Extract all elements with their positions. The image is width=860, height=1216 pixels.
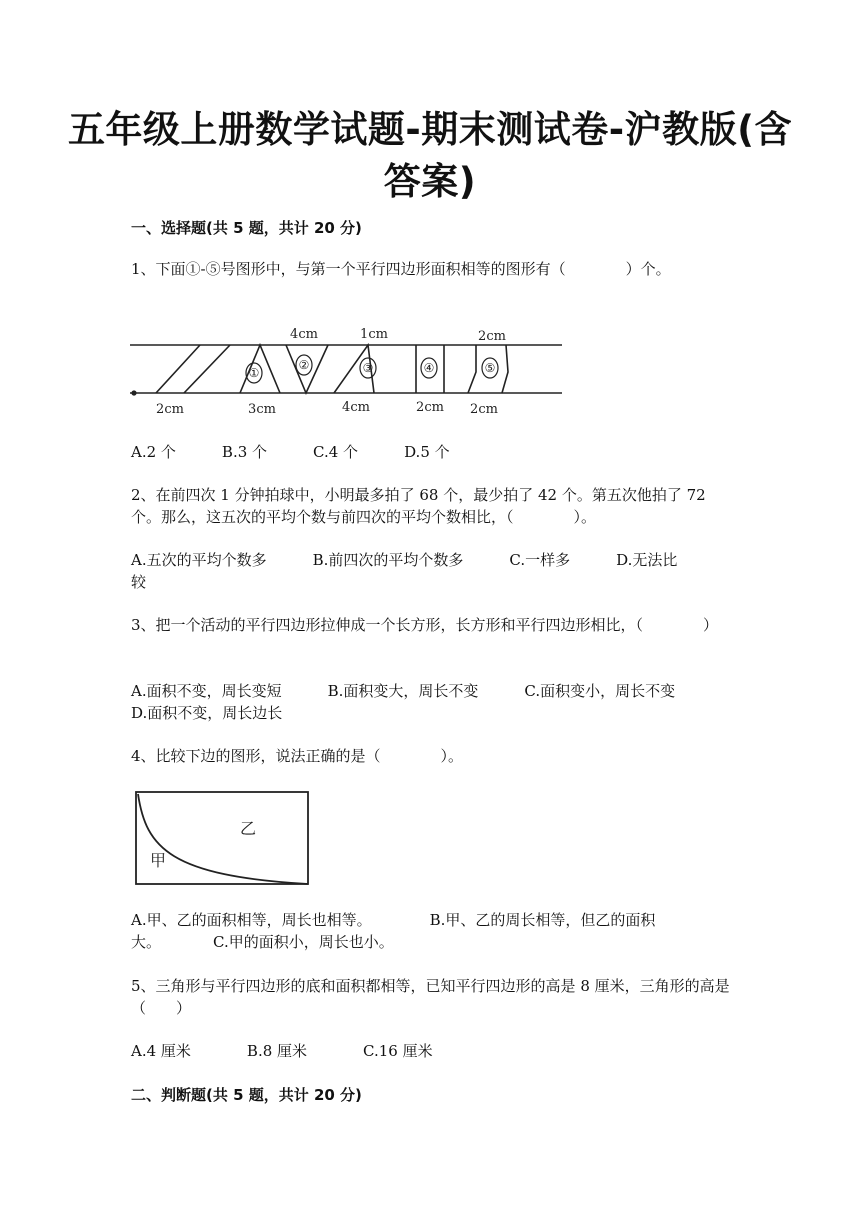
fig1-marker-2: ②: [298, 358, 310, 372]
q3-option-d: D.面积不变，周长边长: [131, 704, 283, 722]
q5-option-c: C.16 厘米: [363, 1042, 433, 1060]
q5-option-b: B.8 厘米: [246, 1042, 308, 1060]
fig1-label-2cm-top: 2cm: [478, 329, 506, 344]
q3-option-b: B.面积变大，周长不变: [327, 682, 479, 700]
q1-option-a: A.2 个: [131, 443, 176, 461]
page-title: 五年级上册数学试题-期末测试卷-沪教版(含答案): [67, 108, 793, 203]
q2-option-c: C.一样多: [509, 551, 571, 569]
question-1-text: 1、下面①-⑤号图形中，与第一个平行四边形面积相等的图形有（ ）个。: [131, 260, 671, 278]
q1-option-b: B.3 个: [221, 443, 268, 461]
q4-option-a: A.甲、乙的面积相等，周长也相等。: [131, 911, 372, 929]
question-3-options: [131, 680, 731, 724]
fig1-label-2cm-base: 2cm: [156, 402, 184, 417]
fig1-label-4cm-bottom: 4cm: [342, 400, 370, 415]
question-4-text: 4、比较下边的图形，说法正确的是（ ）。: [131, 747, 464, 765]
fig1-marker-3: ③: [362, 361, 374, 375]
fig1-label-4cm-top: 4cm: [290, 327, 318, 342]
fig4-label-jia: 甲: [149, 851, 167, 870]
q3-option-c: C.面积变小，周长不变: [524, 682, 676, 700]
q2-option-d: D.无法比较: [131, 551, 678, 591]
q5-option-a: A.4 厘米: [131, 1042, 191, 1060]
fig1-label-3cm: 3cm: [248, 402, 276, 417]
fig4-label-yi: 乙: [239, 819, 257, 838]
q1-option-d: D.5 个: [404, 443, 450, 461]
fig1-label-2cm-rect: 2cm: [416, 400, 444, 415]
question-3-text: 3、把一个活动的平行四边形拉伸成一个长方形，长方形和平行四边形相比，（ ）: [131, 616, 719, 634]
section-heading-choice: 一、选择题(共 5 题，共计 20 分): [131, 219, 362, 237]
question-4-figure: [130, 788, 314, 892]
fig1-label-1cm-top: 1cm: [360, 327, 388, 342]
q2-option-b: B.前四次的平均个数多: [312, 551, 464, 569]
question-5-options: [131, 1040, 731, 1062]
q1-option-c: C.4 个: [313, 443, 359, 461]
question-1-figure: [128, 320, 568, 420]
fig1-label-2cm-shape5: 2cm: [470, 402, 498, 417]
question-1-options: [131, 441, 731, 463]
q4-option-b: B.甲、乙的周长相等，但乙的面积大。: [131, 911, 656, 951]
question-2-options: [131, 549, 731, 593]
question-5-text: 5、三角形与平行四边形的底和面积都相等，已知平行四边形的高是 8 厘米，三角形的高是（ ）: [131, 977, 730, 1017]
section-heading-judgement: 二、判断题(共 5 题，共计 20 分): [131, 1086, 362, 1104]
q3-option-a: A.面积不变，周长变短: [131, 682, 282, 700]
q4-option-c: C.甲的面积小，周长也小。: [213, 933, 394, 951]
fig1-marker-1: ①: [248, 366, 260, 380]
q2-option-a: A.五次的平均个数多: [131, 551, 267, 569]
fig1-marker-4: ④: [423, 361, 435, 375]
question-2-text: 2、在前四次 1 分钟拍球中，小明最多拍了 68 个，最少拍了 42 个。第五次他拍了 72 个。那么，这五次的平均个数与前四次的平均个数相比，（ ）。: [131, 486, 706, 526]
fig1-marker-5: ⑤: [484, 361, 496, 375]
question-4-options: [131, 909, 731, 953]
